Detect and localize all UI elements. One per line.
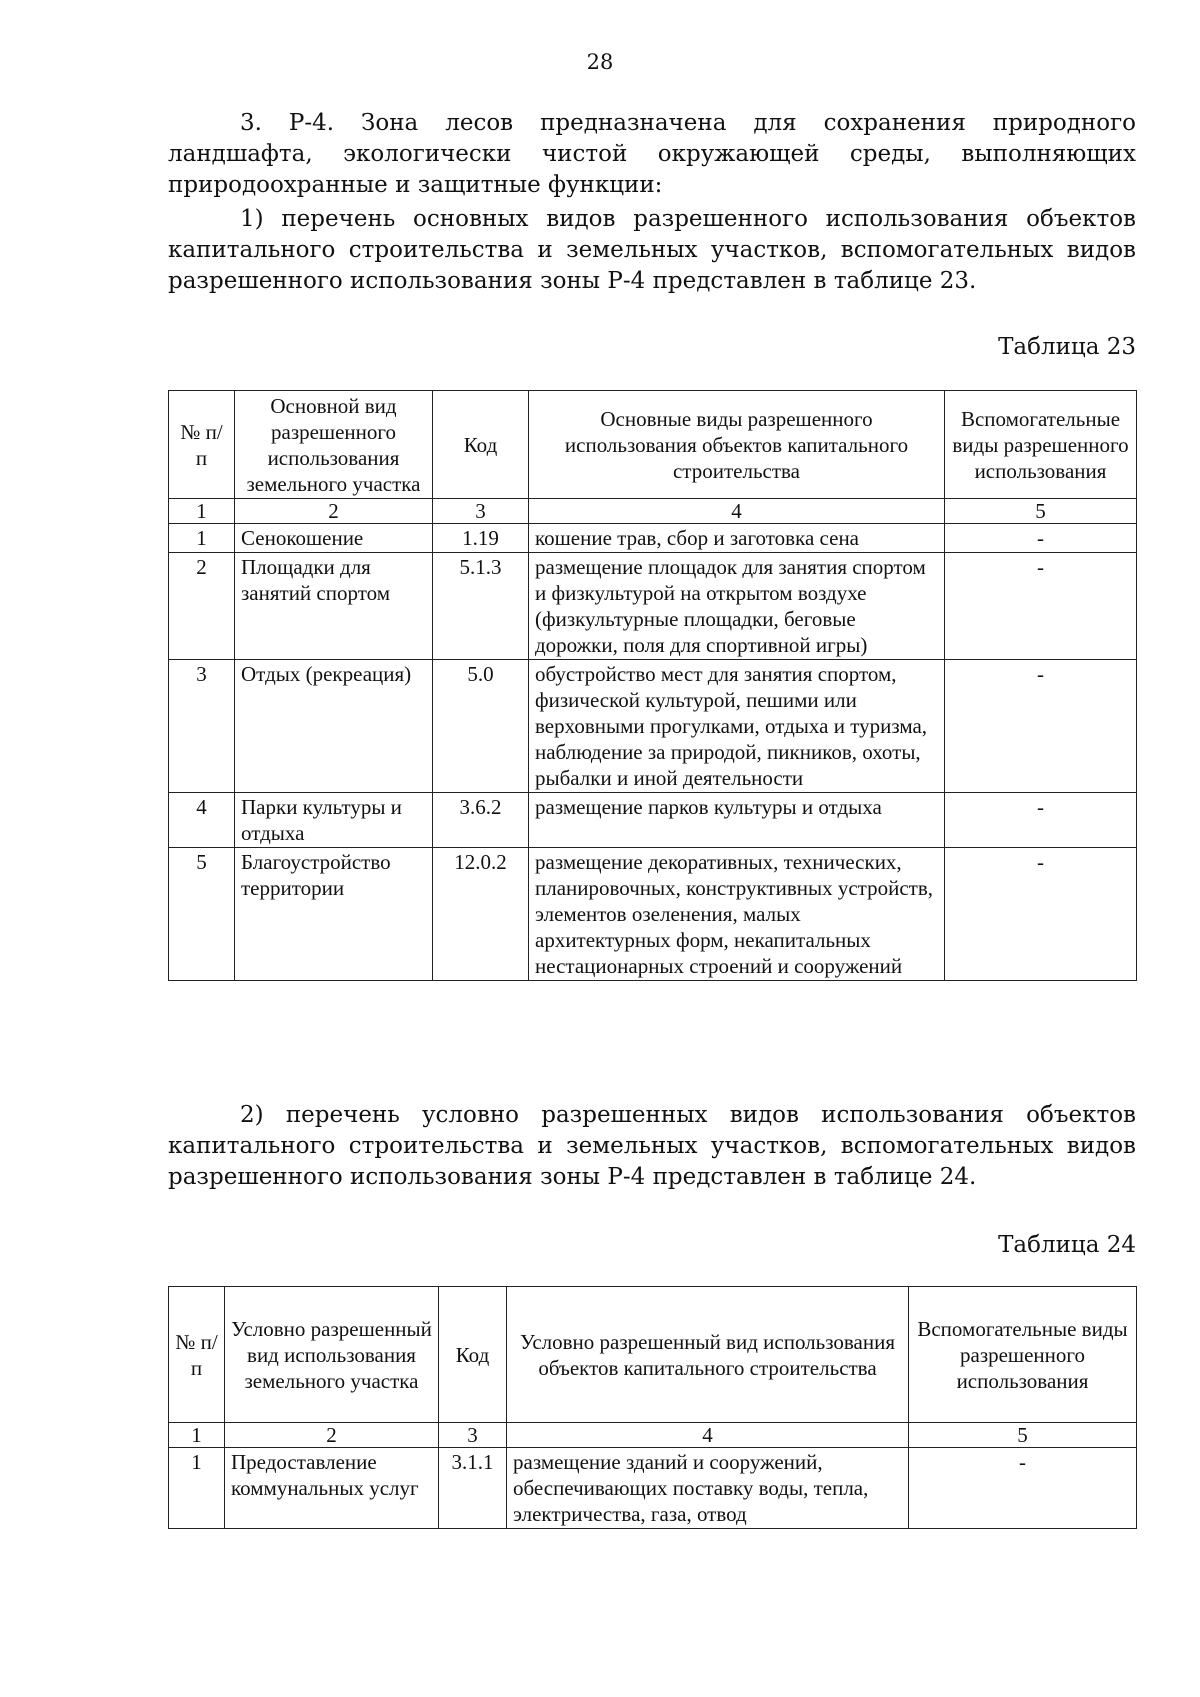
table-row [169, 1448, 1137, 1529]
land-use-type: Парки культуры и отдыха [235, 793, 433, 848]
intro-paragraph: 3. Р-4. Зона лесов предназначена для сохранения природного ландшафта, экологически чистой окружающей среды, выполняющих природоохранные и защитные функции: [168, 110, 1136, 198]
table23-header-num: № п/п [169, 391, 235, 499]
use-description: обустройство мест для занятия спортом, физической культурой, пешими или верховными прогулками, отдыха и туризма, наблюдение за природой, пикников, охоты, рыбалки и иной деятельности [529, 660, 945, 793]
table24-colnum: 2 [225, 1423, 439, 1448]
table24-header-land-use: Условно разрешенный вид использования земельного участка [225, 1287, 439, 1423]
use-description: кошение трав, сбор и заготовка сена [529, 524, 945, 553]
auxiliary-use: - [909, 1448, 1137, 1529]
auxiliary-use: - [945, 660, 1137, 793]
land-use-type: Благоустройство территории [235, 848, 433, 981]
table-24 [168, 1286, 1137, 1529]
item-2-paragraph: 2) перечень условно разрешенных видов использования объектов капитального строительства и земельных участков, вспомогательных видов разрешенного использования зоны Р-4 представлен в таблице 24. [168, 1102, 1136, 1190]
table24-header-code: Код [439, 1287, 507, 1423]
use-code: 3.6.2 [433, 793, 529, 848]
table23-header-land-use: Основной вид разрешенного использования земельного участка [235, 391, 433, 499]
table23-column-numbers [169, 499, 1137, 524]
table-row [169, 660, 1137, 793]
table-row [169, 553, 1137, 660]
row-number: 2 [169, 553, 235, 660]
table24-colnum: 4 [507, 1423, 909, 1448]
auxiliary-use: - [945, 553, 1137, 660]
table23-header-code: Код [433, 391, 529, 499]
land-use-type: Сенокошение [235, 524, 433, 553]
row-number: 1 [169, 1448, 225, 1529]
table-row [169, 524, 1137, 553]
row-number: 1 [169, 524, 235, 553]
use-description: размещение площадок для занятия спортом и физкультурой на открытом воздухе (физкультурные площадки, беговые дорожки, поля для спортивной игры) [529, 553, 945, 660]
land-use-type: Предоставление коммунальных услуг [225, 1448, 439, 1529]
row-number: 3 [169, 660, 235, 793]
table23-colnum: 2 [235, 499, 433, 524]
table-23 [168, 390, 1137, 981]
table24-header-num: № п/п [169, 1287, 225, 1423]
table24-header-capital-use: Условно разрешенный вид использования объектов капитального строительства [507, 1287, 909, 1423]
table-row [169, 848, 1137, 981]
use-description: размещение зданий и сооружений, обеспечивающих поставку воды, тепла, электричества, газа, отвод [507, 1448, 909, 1529]
table-row [169, 793, 1137, 848]
use-code: 1.19 [433, 524, 529, 553]
table24-colnum: 5 [909, 1423, 1137, 1448]
use-code: 5.1.3 [433, 553, 529, 660]
use-code: 3.1.1 [439, 1448, 507, 1529]
table24-caption: Таблица 24 [998, 1232, 1136, 1258]
intro-item-1: 1) перечень основных видов разрешенного использования объектов капитального строительства и земельных участков, вспомогательных видов разрешенного использования зоны Р-4 представлен в таблице 23. [168, 206, 1136, 294]
page-number: 28 [586, 50, 614, 74]
use-code: 5.0 [433, 660, 529, 793]
table23-header-auxiliary: Вспомогательные виды разрешенного использования [945, 391, 1137, 499]
use-description: размещение парков культуры и отдыха [529, 793, 945, 848]
land-use-type: Отдых (рекреация) [235, 660, 433, 793]
table24-colnum: 1 [169, 1423, 225, 1448]
table23-colnum: 5 [945, 499, 1137, 524]
row-number: 5 [169, 848, 235, 981]
table23-header-row [169, 391, 1137, 499]
table24-header-row [169, 1287, 1137, 1423]
auxiliary-use: - [945, 793, 1137, 848]
table24-colnum: 3 [439, 1423, 507, 1448]
table23-colnum: 4 [529, 499, 945, 524]
table24-header-auxiliary: Вспомогательные виды разрешенного использования [909, 1287, 1137, 1423]
auxiliary-use: - [945, 524, 1137, 553]
table24-column-numbers [169, 1423, 1137, 1448]
table23-caption: Таблица 23 [998, 334, 1136, 360]
table23-header-capital-use: Основные виды разрешенного использования объектов капитального строительства [529, 391, 945, 499]
land-use-type: Площадки для занятий спортом [235, 553, 433, 660]
table23-colnum: 1 [169, 499, 235, 524]
row-number: 4 [169, 793, 235, 848]
auxiliary-use: - [945, 848, 1137, 981]
use-description: размещение декоративных, технических, планировочных, конструктивных устройств, элементов озеленения, малых архитектурных форм, некапитальных нестационарных строений и сооружений [529, 848, 945, 981]
table23-colnum: 3 [433, 499, 529, 524]
use-code: 12.0.2 [433, 848, 529, 981]
